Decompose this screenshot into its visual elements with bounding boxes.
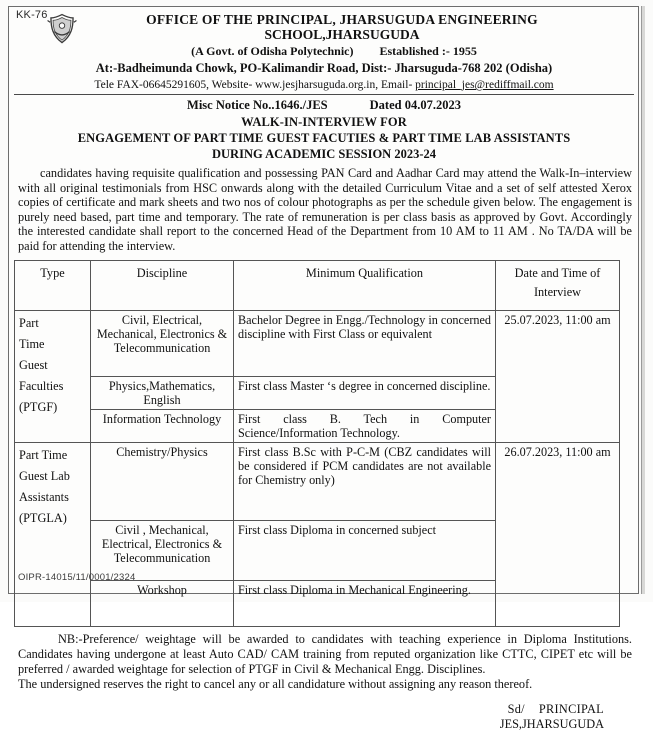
contact-line xyxy=(14,77,634,95)
signature-sd: Sd/ xyxy=(507,702,525,717)
type-line: Time xyxy=(19,336,45,351)
header-discipline: Discipline xyxy=(91,260,234,310)
undersigned-note: The undersigned reserves the right to cancel any or all candidature without assigning any reason thereof. xyxy=(18,677,533,692)
type-line: (PTGF) xyxy=(19,399,58,414)
discipline-cell: Workshop xyxy=(91,580,234,626)
nb-preference-note: NB:-Preference/ weightage will be awarded to candidates with teaching experience in Diploma Institutions. Candidates having undergone at least Auto CAD/ CAM training from reputed organization like CTTC, CIPET etc will be preferred / awarded weightage for selection of PTGF in Civil & Mechanical Engg. Disciplines. xyxy=(18,631,632,676)
qualification-cell: First class Diploma in Mechanical Engineering. xyxy=(234,580,496,626)
notice-body-paragraph: candidates having requisite qualification and possessing PAN Card and Aadhar Card may attend the Walk-In–interview with all original testimonials from HSC onwards along with the detailed Curriculum Vitae and a set of self attested Xerox copies of certificate and mark sheets and two nos of colour photographs as per the schedule given below. The engagement is purely need based, part time and temporary. The rate of remuneration is per class basis as approved by Govt. Accordingly the interested candidate shall report to the concerned Head of the Department from 10 AM to 11 AM . No TA/DA will be paid for attending the interview. xyxy=(18,166,632,253)
qualification-cell: First class B. Tech in Computer Science/Information Technology. xyxy=(234,409,496,442)
discipline-cell: Physics,Mathematics, English xyxy=(91,376,234,409)
engagement-title: ENGAGEMENT OF PART TIME GUEST FACUTIES & PART TIME LAB ASSISTANTS xyxy=(77,131,571,145)
header-date-line1: Date and Time of xyxy=(514,265,601,280)
govt-polytechnic-label: (A Govt. of Odisha Polytechnic) xyxy=(191,44,354,58)
notice-number: Misc Notice No..1646./JES xyxy=(187,98,328,112)
academic-session-title: DURING ACADEMIC SESSION 2023-24 xyxy=(212,147,436,161)
qualification-cell: First class B.Sc with P-C-M (CBZ candidates will be considered if PCM candidates are not available for Chemistry only) xyxy=(234,442,496,520)
signature-institute: JES,JHARSUGUDA xyxy=(499,717,604,732)
email-address[interactable]: principal_jes@rediffmail.com xyxy=(415,79,554,91)
document-content xyxy=(14,8,634,732)
header-date-time xyxy=(496,260,620,310)
type-line: Guest Lab xyxy=(19,468,70,483)
discipline-cell: Civil , Mechanical, Electrical, Electronics & Telecommunication xyxy=(91,520,234,580)
corner-mark-label: KK-76 xyxy=(16,9,48,21)
type-line: (PTGLA) xyxy=(19,510,67,525)
table-row xyxy=(15,442,620,520)
header-type: Type xyxy=(15,260,91,310)
qualification-cell: First class Master ‘s degree in concerned discipline. xyxy=(234,376,496,409)
office-title-line2: SCHOOL,JHARSUGUDA xyxy=(264,27,420,42)
walk-in-interview-title: WALK-IN-INTERVIEW FOR xyxy=(241,115,407,129)
discipline-cell: Civil, Electrical, Mechanical, Electronics & Telecommunication xyxy=(91,310,234,376)
govt-established-line xyxy=(14,43,634,60)
signature-principal: PRINCIPAL xyxy=(538,702,604,717)
qualification-cell: First class Diploma in concerned subject xyxy=(234,520,496,580)
type-line: Part Time xyxy=(19,447,68,462)
notice-number-row xyxy=(14,97,634,114)
header-qualification: Minimum Qualification xyxy=(234,260,496,310)
type-line: Faculties xyxy=(19,378,64,393)
type-cell-ptgla xyxy=(15,442,91,626)
reference-number: OIPR-14015/11/0001/2324 xyxy=(18,572,136,583)
discipline-cell: Information Technology xyxy=(91,409,234,442)
address-line: At:-Badheimunda Chowk, PO-Kalimandir Road, Dist:- Jharsuguda-768 202 (Odisha) xyxy=(95,61,553,75)
type-line: Guest xyxy=(19,357,48,372)
table-row xyxy=(15,310,620,376)
table-header-row xyxy=(15,260,620,310)
tele-website-label: Tele FAX-06645291605, Website- www.jesjharsuguda.org.in, Email- xyxy=(94,79,416,91)
established-label: Established :- 1955 xyxy=(379,44,477,58)
notice-date: Dated 04.07.2023 xyxy=(369,98,461,112)
type-cell-ptgf xyxy=(15,310,91,442)
header-date-line2: Interview xyxy=(533,284,582,299)
office-title-line1: OFFICE OF THE PRINCIPAL, JHARSUGUDA ENGINEERING xyxy=(146,12,538,27)
letterhead xyxy=(14,8,634,95)
qualification-cell: Bachelor Degree in Engg./Technology in concerned discipline with First Class or equivalent xyxy=(234,310,496,376)
date-cell-ptgla: 26.07.2023, 11:00 am xyxy=(496,442,620,626)
discipline-cell: Chemistry/Physics xyxy=(91,442,234,520)
signature-line xyxy=(14,702,604,717)
type-line: Assistants xyxy=(19,489,69,504)
type-line: Part xyxy=(19,315,39,330)
date-cell-ptgf: 25.07.2023, 11:00 am xyxy=(496,310,620,442)
paper-edge-shadow xyxy=(641,6,645,594)
signature-block xyxy=(14,702,634,732)
